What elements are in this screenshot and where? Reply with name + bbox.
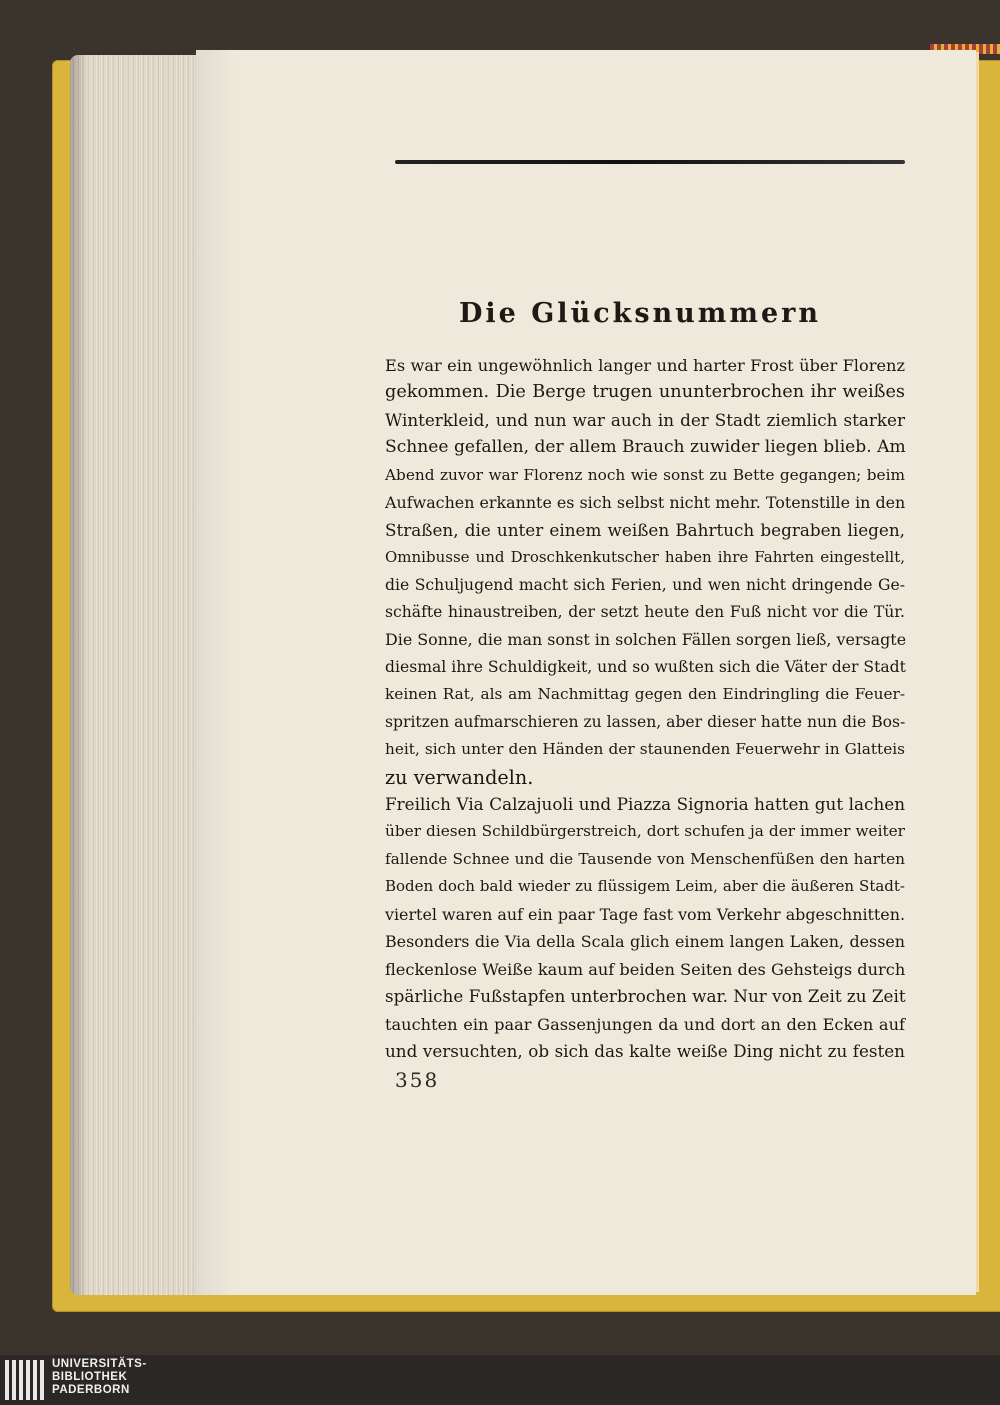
text-line: gekommen. Die Berge trugen ununterbrochen ihr weißes	[385, 382, 905, 403]
logo-line: UNIVERSITÄTS-	[52, 1358, 147, 1370]
text-line: Schnee gefallen, der allem Brauch zuwider liegen blieb. Am	[385, 437, 906, 458]
text-line: Boden doch bald wieder zu flüssigem Leim, aber die äußeren Stadt-	[385, 877, 905, 896]
text-line: Besonders die Via della Scala glich einem langen Laken, dessen	[385, 932, 905, 952]
text-line: Die Sonne, die man sonst in solchen Fällen sorgen ließ, versagte	[385, 630, 907, 650]
logo-line: PADERBORN	[52, 1384, 130, 1396]
body-text	[385, 352, 905, 1065]
chapter-title: Die Glücksnummern	[459, 298, 821, 329]
logo-line: BIBLIOTHEK	[52, 1371, 128, 1383]
text-line: Abend zuvor war Florenz noch wie sonst zu Bette gegangen; beim	[385, 465, 905, 484]
text-line: heit, sich unter den Händen der staunenden Feuerwehr in Glatteis	[385, 740, 905, 759]
text-line: spritzen aufmarschieren zu lassen, aber dieser hatte nun die Bos-	[385, 712, 906, 731]
text-line: Omnibusse und Droschkenkutscher haben ihre Fahrten eingestellt,	[385, 548, 905, 567]
page-number: 358	[395, 1068, 440, 1092]
text-line: fleckenlose Weiße kaum auf beiden Seiten des Gehsteigs durch	[385, 959, 906, 979]
library-logo-text	[52, 1358, 147, 1397]
text-line: tauchten ein paar Gassenjungen da und dort an den Ecken auf	[385, 1014, 905, 1034]
text-line: und versuchten, ob sich das kalte weiße Ding nicht zu festen	[385, 1040, 905, 1061]
text-line: Aufwachen erkannte es sich selbst nicht mehr. Totenstille in den	[385, 493, 906, 513]
text-line: spärliche Fußstapfen unterbrochen war. Nur von Zeit zu Zeit	[385, 986, 906, 1007]
text-line: Straßen, die unter einem weißen Bahrtuch begraben liegen,	[385, 519, 905, 540]
text-line: fallende Schnee und die Tausende von Menschenfüßen den harten	[385, 849, 905, 868]
library-footer	[0, 1355, 1000, 1405]
text-line: Freilich Via Calzajuoli und Piazza Signoria hatten gut lachen	[385, 794, 905, 814]
text-line: zu verwandeln.	[385, 765, 534, 789]
header-rule	[395, 160, 905, 164]
text-line: Winterkleid, und nun war auch in der Stadt ziemlich starker	[385, 409, 905, 430]
text-line: keinen Rat, als am Nachmittag gegen den Eindringling die Feuer-	[385, 685, 905, 704]
page-edge-shadow	[70, 55, 88, 1295]
text-line: Es war ein ungewöhnlich langer und harter Frost über Florenz	[385, 356, 905, 375]
text-line: schäfte hinaustreiben, der setzt heute den Fuß nicht vor die Tür.	[385, 602, 905, 621]
text-line: die Schuljugend macht sich Ferien, und wen nicht dringende Ge-	[385, 575, 905, 594]
text-line: über diesen Schildbürgerstreich, dort schufen ja der immer weiter	[385, 822, 905, 841]
text-line: diesmal ihre Schuldigkeit, und so wußten sich die Väter der Stadt	[385, 657, 906, 676]
library-logo-icon	[5, 1360, 45, 1400]
text-line: viertel waren auf ein paar Tage fast vom Verkehr abgeschnitten.	[385, 904, 905, 924]
